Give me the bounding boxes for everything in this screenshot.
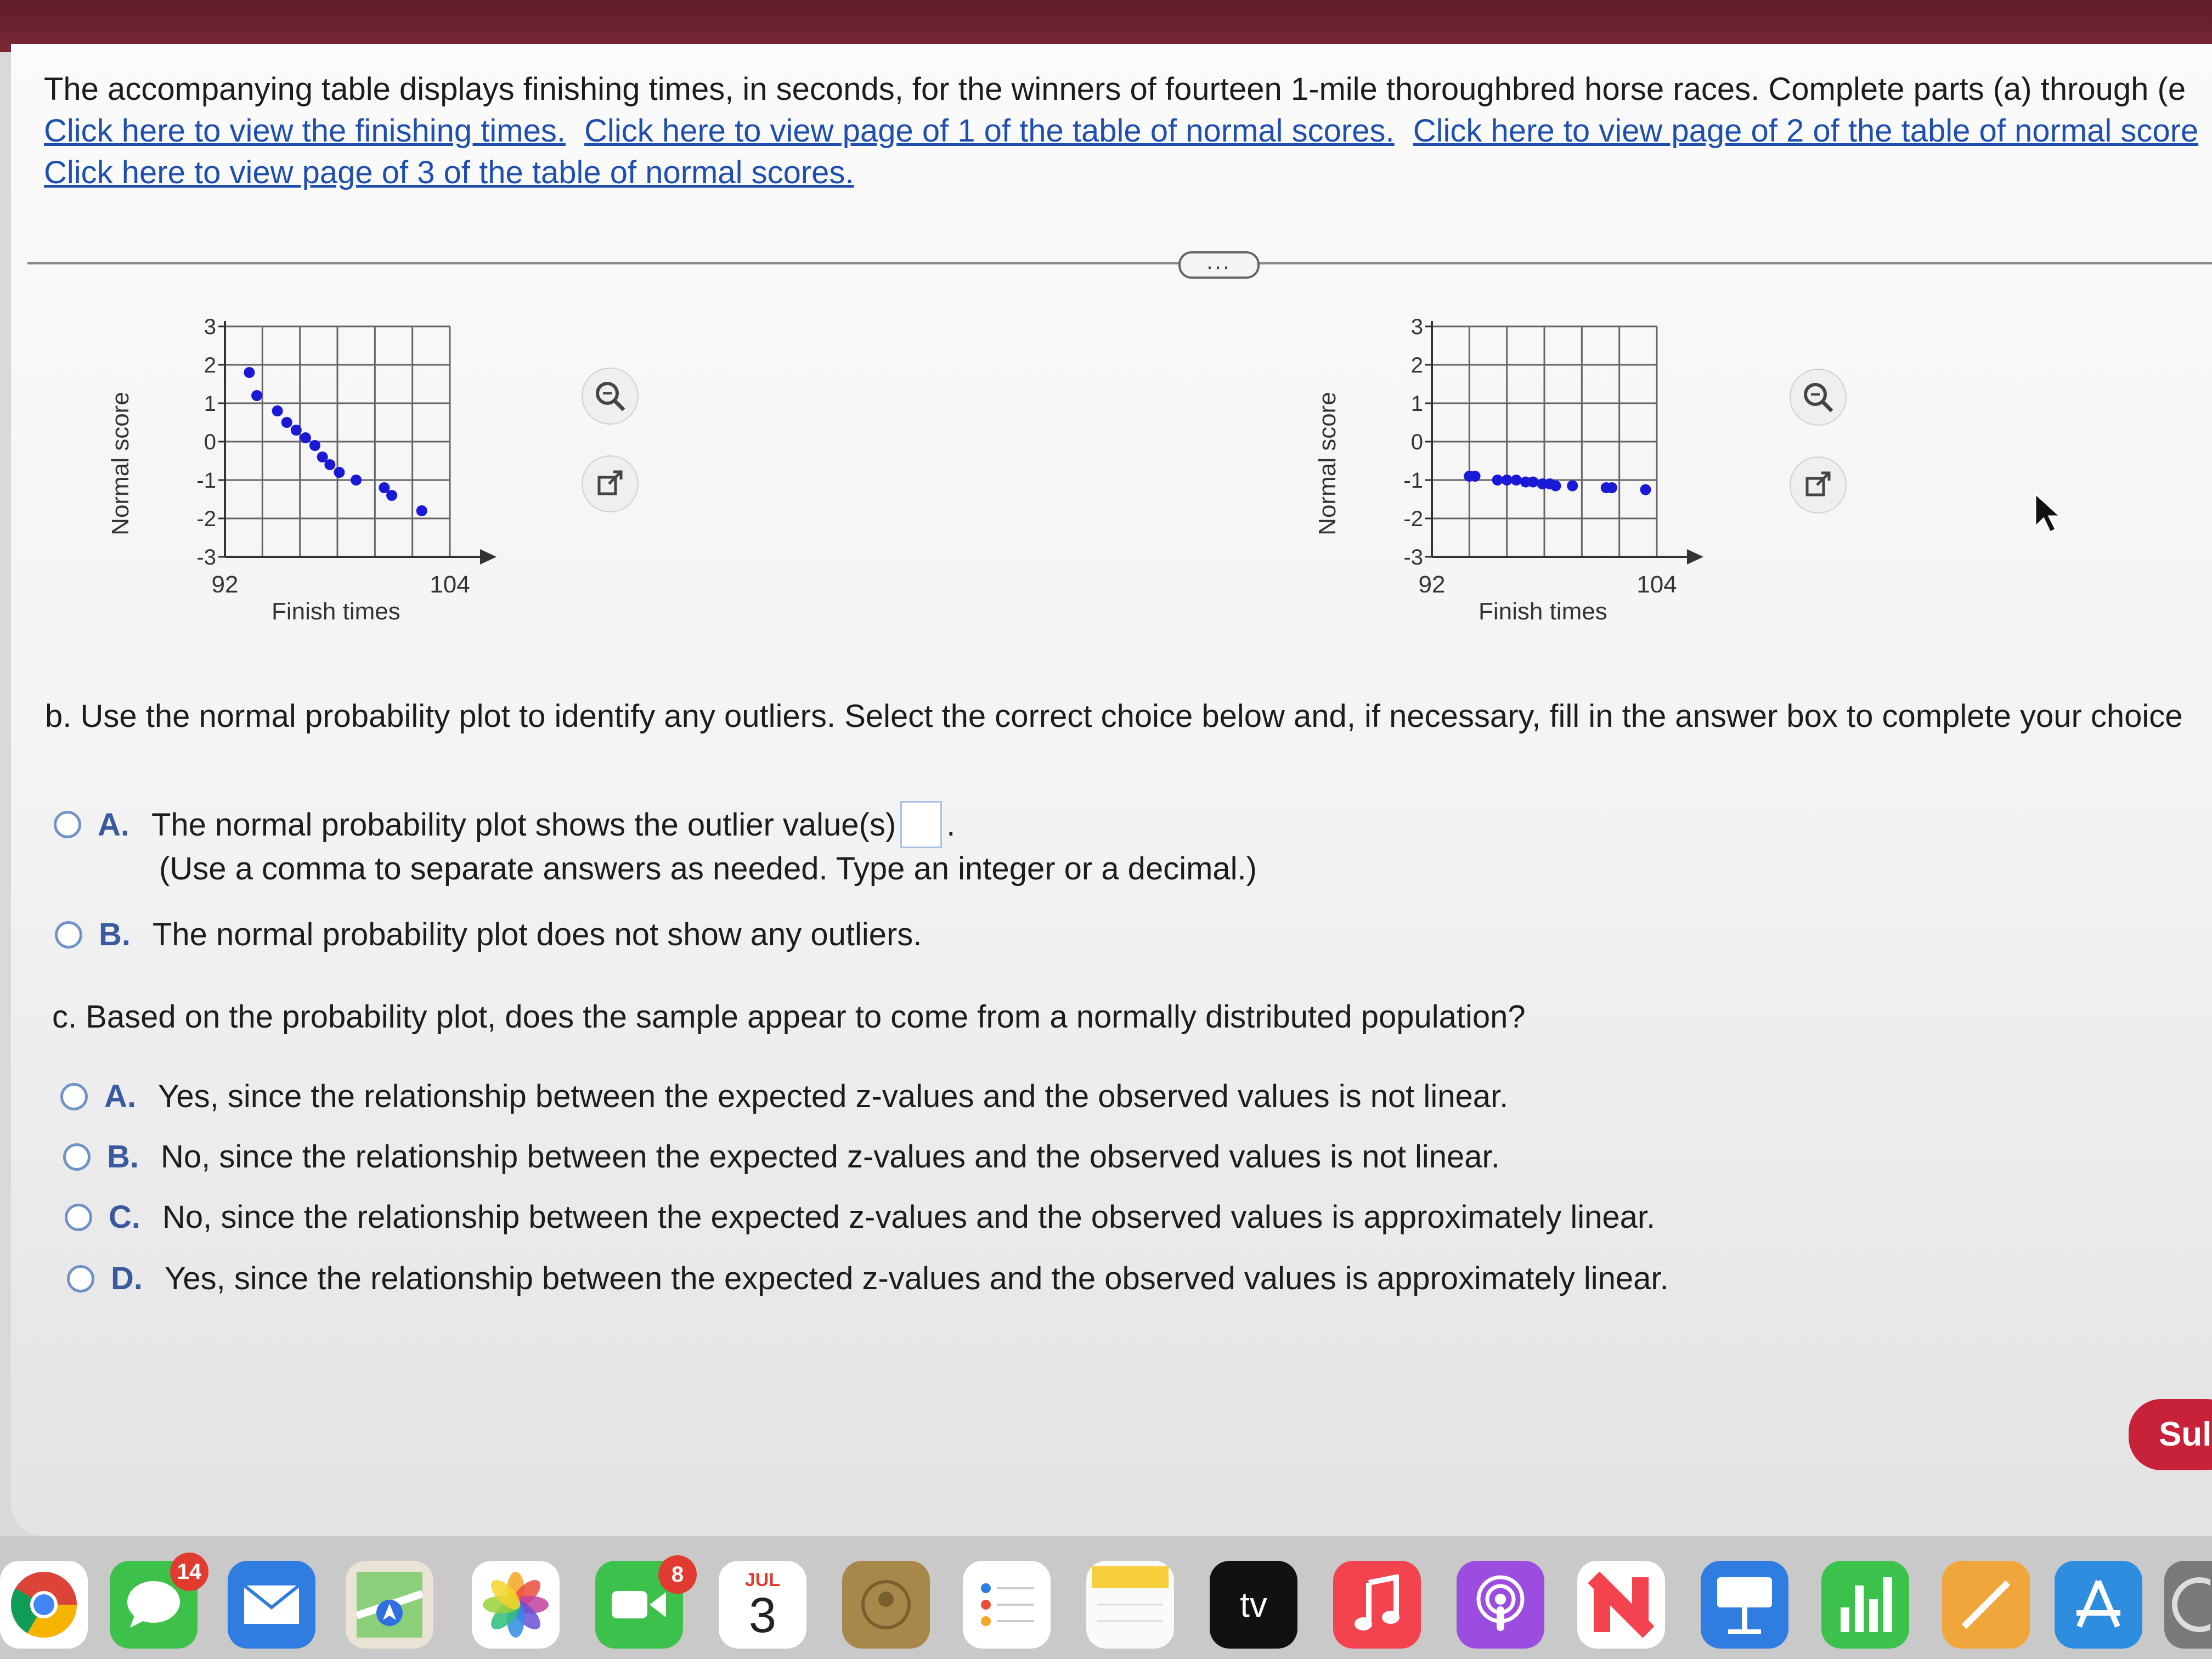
x-tick-label: 92 [211, 571, 239, 592]
normal-scores-page3-link[interactable]: Click here to view page of 3 of the table of normal scores. [44, 155, 854, 190]
numbers-icon[interactable] [1821, 1561, 1909, 1649]
mail-icon[interactable] [228, 1561, 315, 1649]
part-c-option-b[interactable] [63, 1138, 1500, 1175]
part-c-question: c. Based on the probability plot, does the sample appear to come from a normally distributed population? [52, 999, 1526, 1035]
data-point [291, 425, 302, 436]
photos-icon[interactable] [472, 1561, 560, 1649]
data-point [1528, 477, 1539, 488]
radio-button[interactable] [63, 1143, 91, 1171]
part-c-option-d[interactable] [67, 1260, 1669, 1297]
option-text: No, since the relationship between the expected z-values and the observed values is approximately linear. [162, 1199, 1656, 1235]
maps-icon[interactable] [346, 1561, 433, 1649]
x-tick-label: 92 [1418, 571, 1446, 592]
plot-2-xlabel: Finish times [1479, 598, 1607, 625]
radio-button[interactable] [55, 921, 82, 949]
chrome-icon[interactable] [0, 1561, 88, 1649]
links-line-2 [44, 152, 2205, 194]
data-point [324, 459, 335, 470]
option-letter: A. [98, 806, 129, 843]
news-icon[interactable] [1577, 1561, 1665, 1649]
zoom-icon[interactable] [1790, 369, 1847, 426]
music-icon[interactable] [1333, 1561, 1421, 1649]
data-point [1567, 481, 1578, 492]
y-tick-label: -1 [196, 469, 216, 493]
facetime-badge: 8 [658, 1555, 697, 1594]
y-tick-label: -2 [196, 507, 216, 531]
calendar-icon[interactable] [719, 1561, 806, 1649]
option-letter: D. [111, 1261, 143, 1296]
apple-tv-icon[interactable] [1210, 1561, 1297, 1649]
radio-button[interactable] [67, 1265, 94, 1293]
data-point [351, 475, 362, 486]
data-point [416, 505, 427, 516]
data-point [1550, 481, 1561, 492]
y-tick-label: 1 [1410, 392, 1423, 416]
external-open-icon[interactable] [1790, 456, 1847, 514]
y-tick-label: -3 [1403, 545, 1423, 569]
data-point [1606, 482, 1617, 493]
intro-sentence: The accompanying table displays finishing times, in seconds, for the winners of fourteen 1-mile thoroughbred horse races. Complete parts (a) through (e [44, 71, 2186, 107]
radio-button[interactable] [54, 811, 81, 838]
option-suffix: . [946, 806, 956, 843]
y-tick-label: 1 [204, 392, 216, 416]
part-b-option-b[interactable] [55, 916, 922, 953]
data-point [309, 440, 320, 451]
data-point [272, 405, 283, 416]
data-point [1492, 475, 1503, 486]
data-point [1511, 475, 1522, 486]
part-c-option-a[interactable] [60, 1078, 1508, 1115]
data-point [251, 390, 262, 401]
plot-2[interactable] [1314, 307, 1761, 636]
calendar-day: 3 [748, 1588, 777, 1643]
option-letter: B. [107, 1139, 139, 1175]
reminders-icon[interactable] [963, 1561, 1051, 1649]
data-point [1502, 475, 1513, 486]
option-text: Yes, since the relationship between the expected z-values and the observed values is approximately linear. [165, 1261, 1669, 1296]
notes-icon[interactable] [1086, 1561, 1174, 1649]
data-point [244, 367, 255, 378]
y-tick-label: 3 [1410, 315, 1423, 339]
y-tick-label: -1 [1403, 469, 1423, 493]
answer-input[interactable] [900, 801, 942, 848]
contacts-icon[interactable] [842, 1561, 930, 1649]
option-letter: A. [104, 1079, 136, 1114]
plot-2-svg [1344, 307, 1761, 592]
y-tick-label: 0 [204, 430, 216, 454]
normal-scores-page1-link[interactable]: Click here to view page of 1 of the table of normal scores. [584, 113, 1395, 149]
plot-1-svg [137, 307, 554, 592]
answer-hint: (Use a comma to separate answers as needed. Type an integer or a decimal.) [159, 851, 1257, 887]
part-c-option-c[interactable] [65, 1199, 1655, 1235]
zoom-icon[interactable] [582, 368, 639, 425]
section-divider [27, 262, 2212, 264]
y-tick-label: 2 [204, 353, 216, 377]
plot-1-xlabel: Finish times [272, 598, 400, 625]
option-text: No, since the relationship between the expected z-values and the observed values is not linear. [161, 1139, 1500, 1175]
data-point [1470, 471, 1481, 482]
x-tick-label: 104 [1637, 571, 1677, 592]
data-point [334, 467, 345, 478]
data-point [386, 490, 397, 501]
external-open-icon[interactable] [582, 455, 639, 512]
x-axis-arrow [480, 549, 496, 565]
submit-button[interactable]: Sul [2129, 1399, 2212, 1470]
y-tick-label: 3 [204, 315, 216, 339]
data-point [281, 417, 292, 428]
radio-button[interactable] [60, 1083, 88, 1110]
y-tick-label: 2 [1410, 353, 1423, 377]
option-text: Yes, since the relationship between the expected z-values and the observed values is not linear. [158, 1079, 1509, 1114]
option-text: The normal probability plot does not show any outliers. [153, 917, 922, 952]
y-tick-label: -2 [1403, 507, 1423, 531]
plot-1-ylabel: Normal score [107, 392, 134, 535]
part-b-option-a[interactable] [54, 801, 955, 848]
data-point [1640, 484, 1651, 495]
app-store-icon[interactable] [2055, 1561, 2142, 1649]
x-tick-label: 104 [430, 571, 470, 592]
mouse-pointer-icon [2033, 491, 2066, 538]
part-b-question: b. Use the normal probability plot to identify any outliers. Select the correct choice below and, if necessary, fill in the answer box to complete your choice [45, 698, 2183, 734]
option-letter: B. [99, 917, 131, 952]
intro-text [44, 69, 2205, 194]
y-tick-label: -3 [196, 545, 216, 569]
links-line-1 [44, 110, 2205, 152]
data-point [300, 432, 311, 443]
keynote-icon[interactable] [1701, 1561, 1788, 1649]
podcasts-icon[interactable] [1457, 1561, 1544, 1649]
x-axis-arrow [1687, 549, 1703, 565]
calendar-month: JUL [744, 1569, 781, 1590]
tv-label: tv [1240, 1585, 1267, 1624]
system-settings-icon[interactable] [2164, 1561, 2212, 1649]
plot-1[interactable] [107, 307, 554, 636]
pages-icon[interactable] [1942, 1561, 2030, 1649]
plot-2-ylabel: Normal score [1314, 392, 1341, 535]
more-options-button[interactable]: ... [1178, 251, 1260, 279]
problem-page [11, 44, 2212, 1536]
finishing-times-link[interactable]: Click here to view the finishing times. [44, 113, 566, 149]
option-text: The normal probability plot shows the outlier value(s) [151, 806, 896, 843]
y-tick-label: 0 [1410, 430, 1423, 454]
radio-button[interactable] [65, 1204, 92, 1231]
messages-badge: 14 [170, 1553, 208, 1591]
normal-scores-page2-link[interactable]: Click here to view page of 2 of the table of normal score [1413, 113, 2199, 149]
option-letter: C. [109, 1199, 140, 1235]
